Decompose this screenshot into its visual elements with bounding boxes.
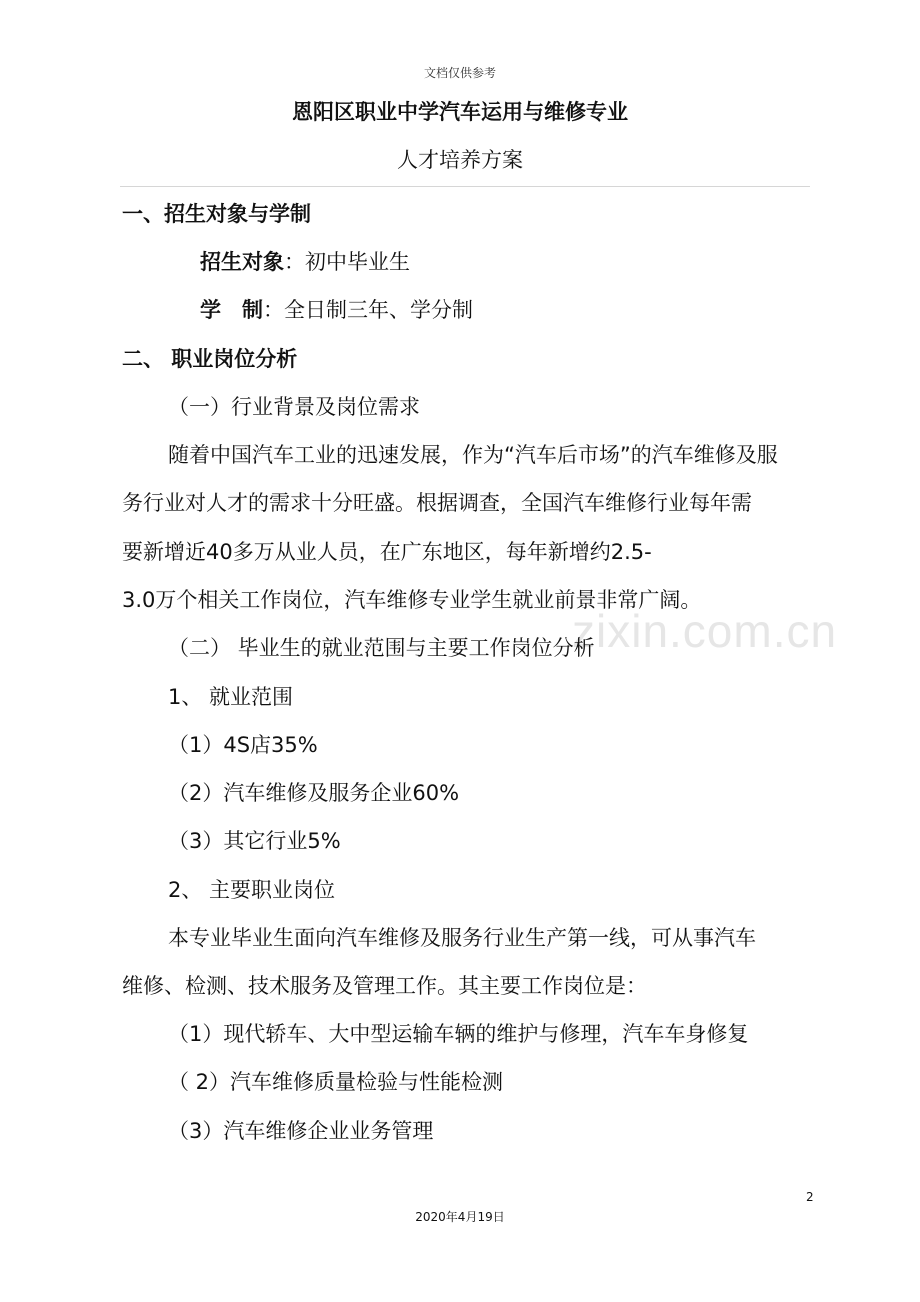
item2-heading: 2、 主要职业岗位	[168, 878, 336, 902]
para1-line: 随着中国汽车工业的迅速发展，作为“汽车后市场”的汽车维修及服	[168, 443, 778, 467]
page-number: 2	[806, 1190, 814, 1204]
section2-heading: 二、 职业岗位分析	[122, 347, 298, 371]
enroll-colon: ：	[284, 250, 305, 274]
title-divider	[120, 186, 810, 187]
system-label: 学 制	[200, 298, 263, 322]
section1-heading: 一、招生对象与学制	[122, 202, 311, 226]
item1-heading: 1、 就业范围	[168, 685, 294, 709]
enroll-label: 招生对象	[200, 250, 284, 274]
enroll-row	[200, 247, 410, 277]
list-item: （2）汽车维修及服务企业60%	[168, 781, 460, 805]
list-item: （1）现代轿车、大中型运输车辆的维护与修理，汽车车身修复	[168, 1022, 749, 1046]
list-item: （1）4S店35%	[168, 733, 318, 757]
enroll-value: 初中毕业生	[305, 250, 410, 274]
doc-title-line2: 人才培养方案	[397, 148, 523, 172]
system-colon: ：	[263, 298, 284, 322]
para1-line: 要新增近40多万从业人员，在广东地区，每年新增约2.5-	[122, 540, 652, 564]
para1-line: 务行业对人才的需求十分旺盛。根据调查，全国汽车维修行业每年需	[122, 491, 752, 515]
footer-date: 2020年4月19日	[415, 1210, 505, 1224]
subsection1-heading: （一）行业背景及岗位需求	[168, 395, 420, 419]
list-item: （3）汽车维修企业业务管理	[168, 1119, 434, 1143]
para2-line: 本专业毕业生面向汽车维修及服务行业生产第一线，可从事汽车	[168, 926, 756, 950]
para2-line: 维修、检测、技术服务及管理工作。其主要工作岗位是：	[122, 974, 647, 998]
header-note: 文档仅供参考	[423, 66, 496, 80]
watermark: zixin.com.cn	[572, 605, 838, 657]
para1-line: 3.0万个相关工作岗位，汽车维修专业学生就业前景非常广阔。	[122, 588, 702, 612]
system-value: 全日制三年、学分制	[284, 298, 473, 322]
list-item: （3）其它行业5%	[168, 829, 341, 853]
subsection2-heading: （二） 毕业生的就业范围与主要工作岗位分析	[168, 636, 595, 660]
list-item: （ 2）汽车维修质量检验与性能检测	[168, 1070, 504, 1094]
doc-title-line1: 恩阳区职业中学汽车运用与维修专业	[292, 100, 628, 124]
system-row	[200, 295, 473, 325]
